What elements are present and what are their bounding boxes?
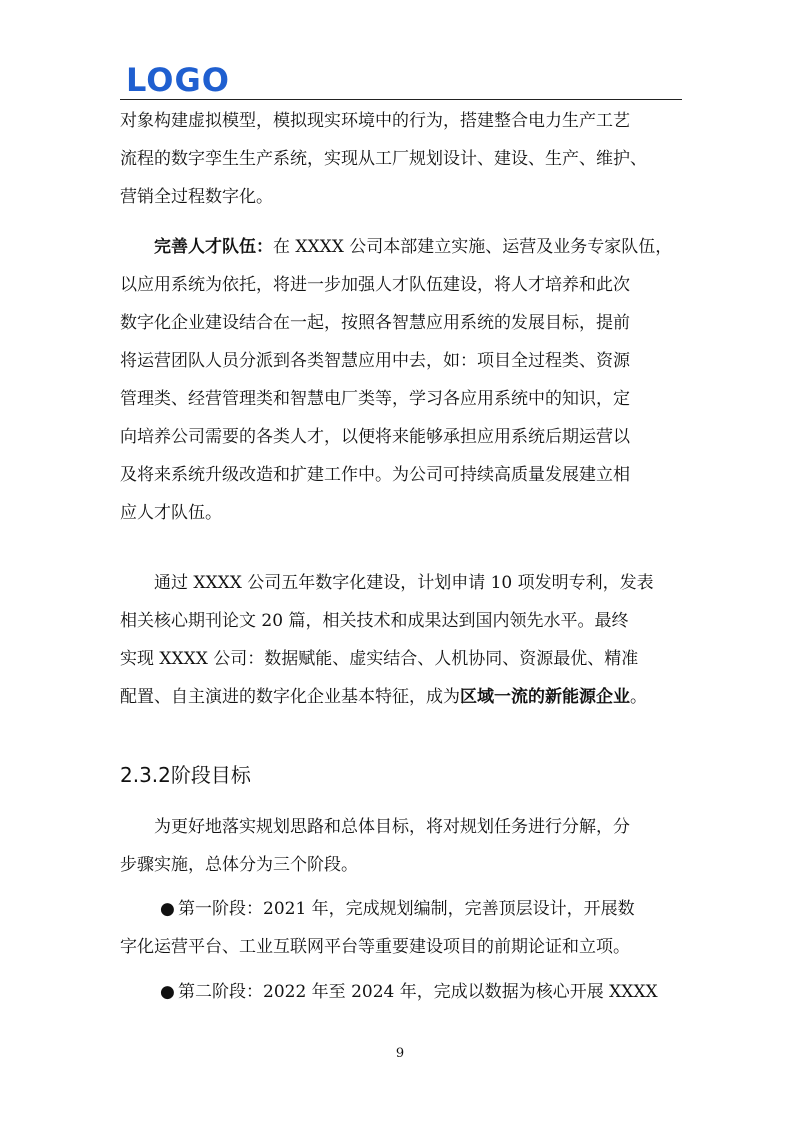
- text-line: 及将来系统升级改造和扩建工作中。为公司可持续高质量发展建立相: [120, 465, 630, 485]
- text-line: 应人才队伍。: [120, 503, 222, 523]
- highlight-goal: 区域一流的新能源企业: [460, 687, 630, 707]
- text-line: [120, 973, 683, 1011]
- text-line: 为更好地落实规划思路和总体目标，将对规划任务进行分解，分: [154, 817, 630, 837]
- bullet-stage-two: [120, 973, 683, 1011]
- text-line: 以应用系统为依托，将进一步加强人才队伍建设，将人才培养和此次: [120, 275, 630, 295]
- text-line: 数字化企业建设结合在一起，按照各智慧应用系统的发展目标，提前: [120, 313, 630, 333]
- text-line: 相关核心期刊论文 20 篇，相关技术和成果达到国内领先水平。最终: [120, 611, 629, 631]
- text-line: 步骤实施，总体分为三个阶段。: [120, 855, 358, 875]
- text-line: 对象构建虚拟模型，模拟现实环境中的行为，搭建整合电力生产工艺: [120, 111, 630, 131]
- paragraph-lead-bold: 完善人才队伍：: [154, 237, 273, 257]
- section-heading: 2.3.2阶段目标: [120, 763, 251, 787]
- text-line: 营销全过程数字化。: [120, 187, 273, 207]
- text-line: 管理类、经营管理类和智慧电厂类等，学习各应用系统中的知识，定: [120, 389, 630, 409]
- text-fragment: 。: [630, 687, 647, 707]
- paragraph-stage-intro: [120, 808, 683, 884]
- paragraph-digital-twin: [120, 102, 683, 216]
- text-line: 通过 XXXX 公司五年数字化建设，计划申请 10 项发明专利，发表: [154, 573, 654, 593]
- text-line: 流程的数字孪生生产系统，实现从工厂规划设计、建设、生产、维护、: [120, 149, 647, 169]
- text-fragment: 第一阶段：2021 年，完成规划编制，完善顶层设计，开展数: [178, 899, 635, 919]
- text-line: [120, 678, 683, 716]
- text-fragment: 配置、自主演进的数字化企业基本特征，成为: [120, 687, 460, 707]
- text-line: 字化运营平台、工业互联网平台等重要建设项目的前期论证和立项。: [120, 937, 630, 957]
- company-logo: LOGO: [126, 61, 230, 99]
- text-line: [120, 890, 683, 928]
- bullet-stage-one: [120, 890, 683, 966]
- text-line: 实现 XXXX 公司：数据赋能、虚实结合、人机协同、资源最优、精准: [120, 649, 639, 669]
- bullet-icon: ●: [160, 899, 175, 919]
- paragraph-talent-team: [120, 228, 683, 532]
- text-line: [120, 228, 683, 266]
- text-line: 将运营团队人员分派到各类智慧应用中去，如：项目全过程类、资源: [120, 351, 630, 371]
- bullet-icon: ●: [160, 982, 175, 1002]
- text-line: 向培养公司需要的各类人才，以便将来能够承担应用系统后期运营以: [120, 427, 630, 447]
- header-divider: [120, 99, 682, 100]
- page-number: 9: [395, 1046, 405, 1061]
- text-fragment: 第二阶段：2022 年至 2024 年，完成以数据为核心开展 XXXX: [178, 982, 658, 1002]
- text-fragment: 在 XXXX 公司本部建立实施、运营及业务专家队伍，: [273, 237, 673, 257]
- paragraph-five-year-goal: [120, 564, 683, 716]
